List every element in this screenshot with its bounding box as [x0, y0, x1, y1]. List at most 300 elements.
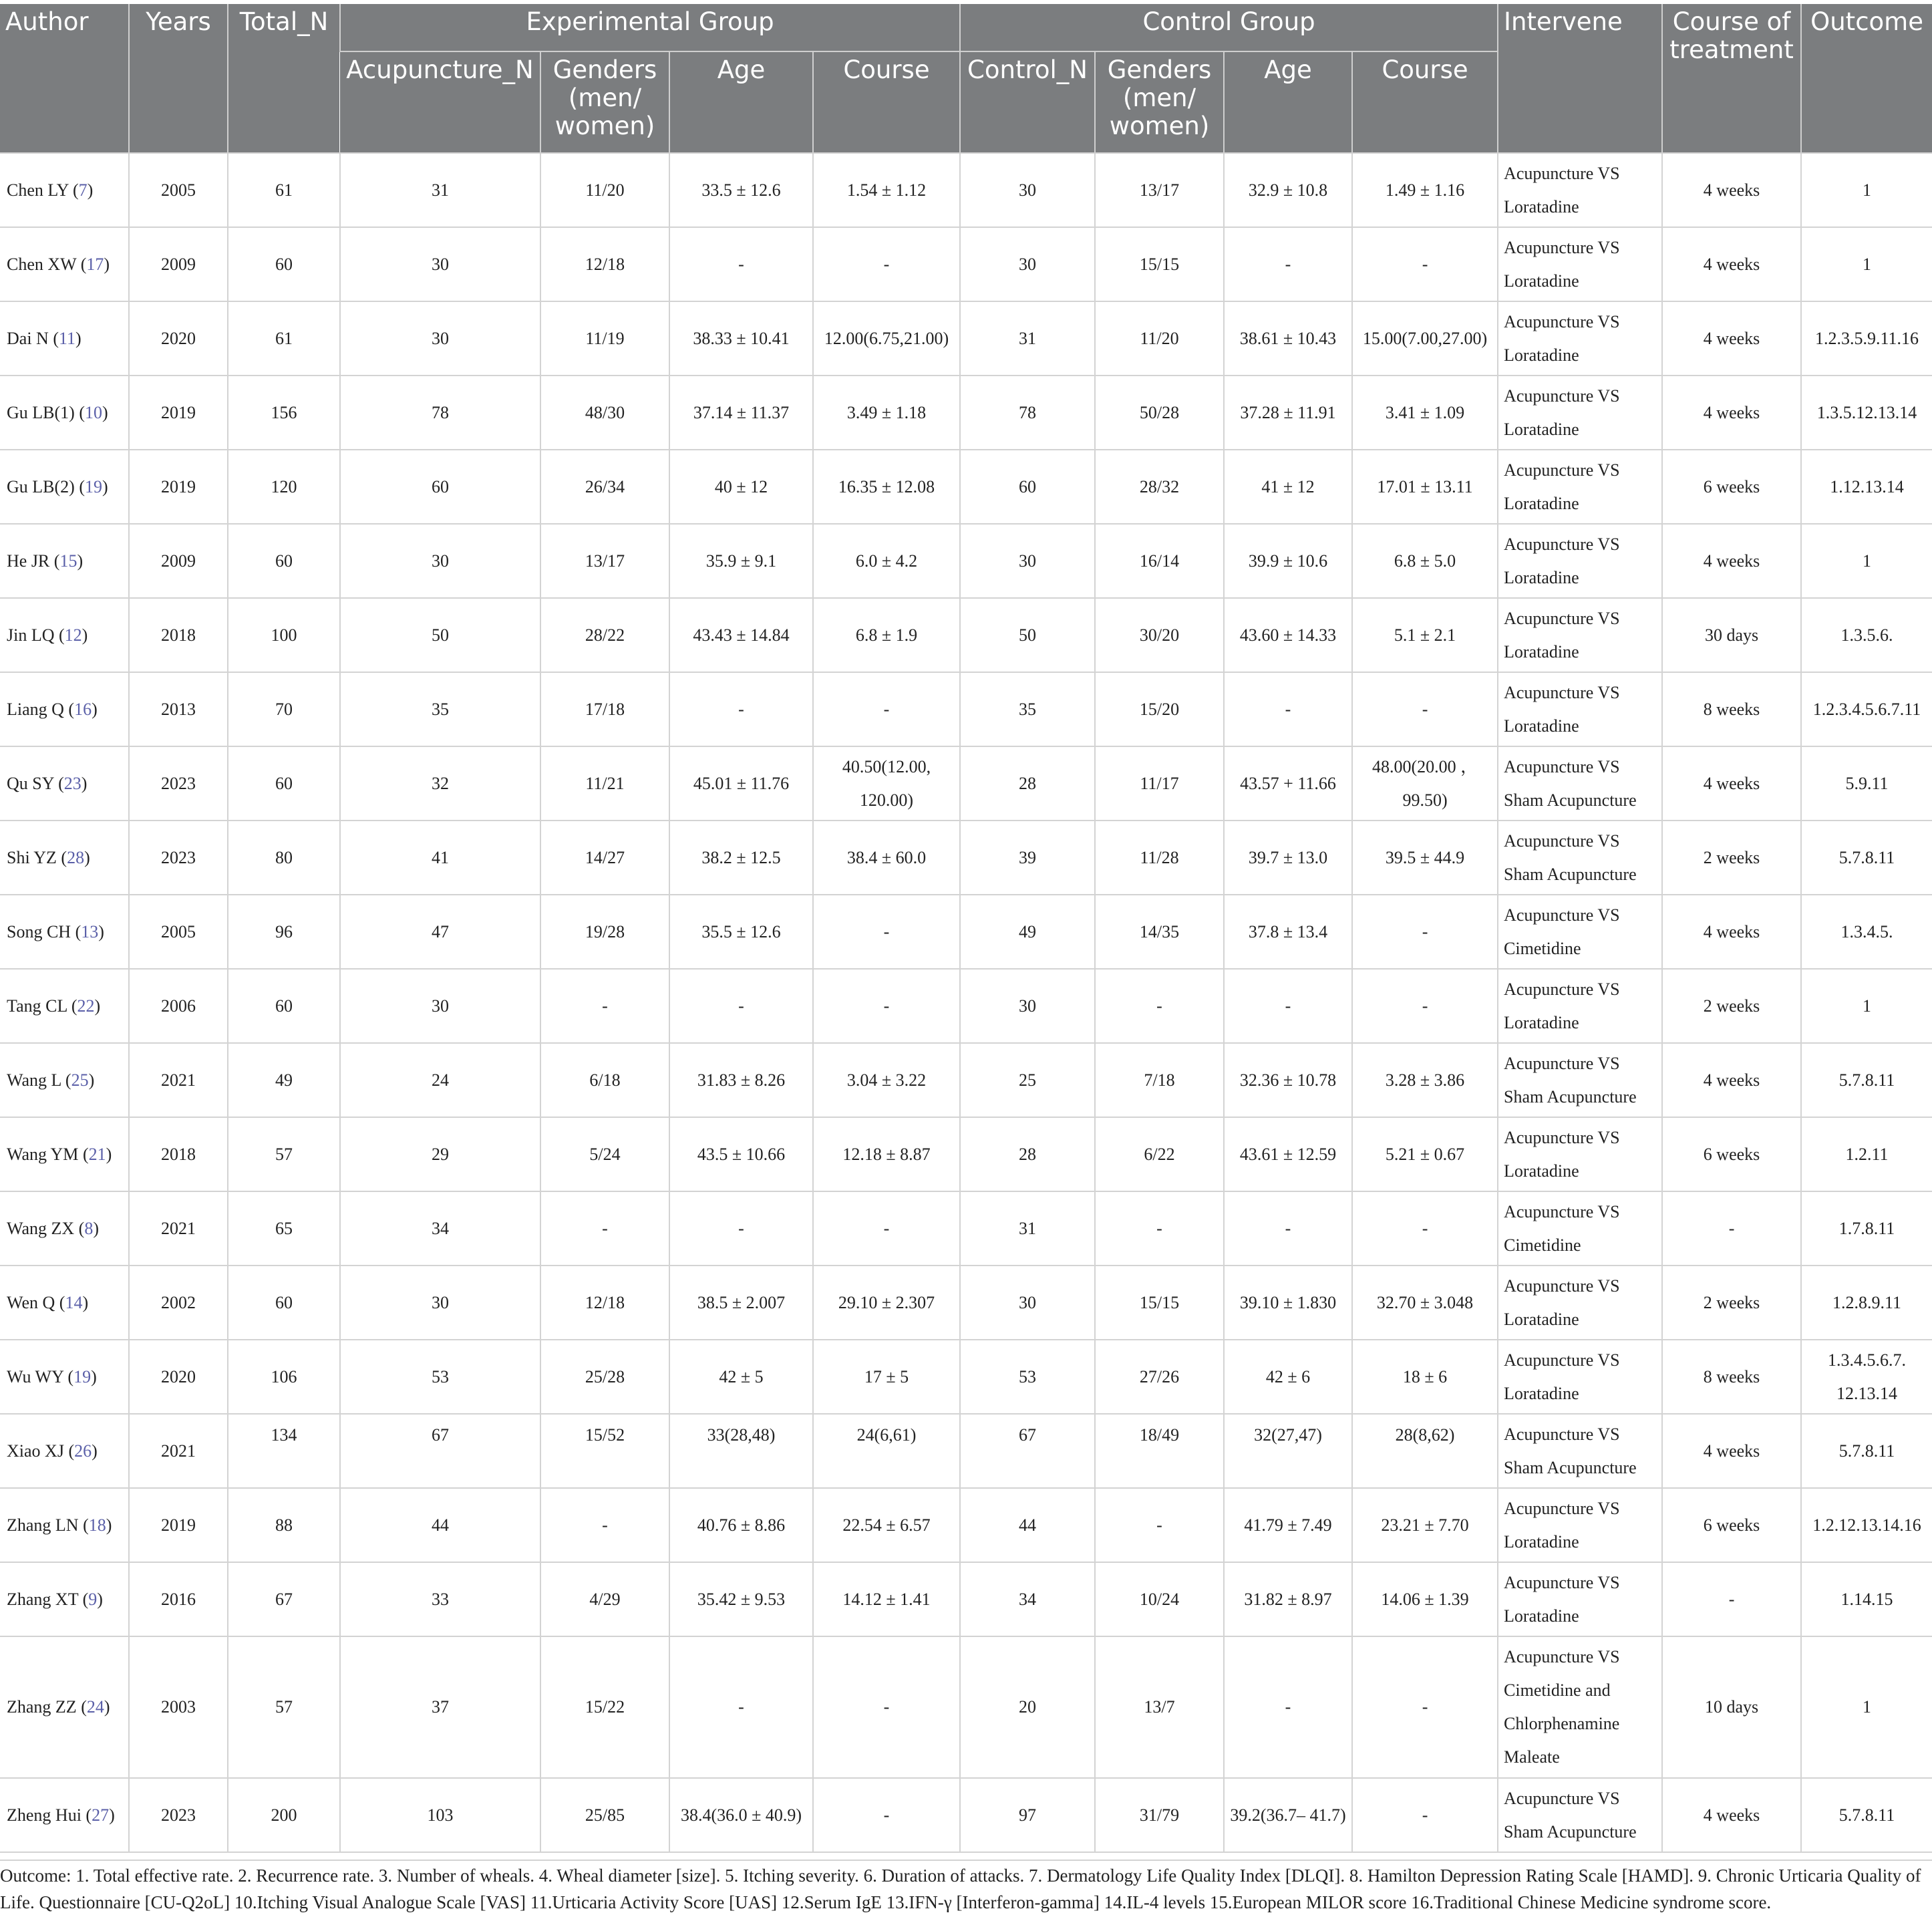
cell-exp-age: 38.33 ± 10.41 [669, 301, 813, 376]
cell-ctl-genders: 7/18 [1095, 1043, 1224, 1117]
author-name: Zhang LN [7, 1515, 79, 1535]
cell-author: Wang ZX (8) [0, 1191, 129, 1266]
cell-ctl-age: 42 ± 6 [1224, 1340, 1352, 1414]
header-control-n: Control_N [960, 51, 1095, 153]
author-name: Wang ZX [7, 1218, 75, 1238]
table-row [0, 227, 1932, 301]
reference-link[interactable]: 19 [73, 1366, 92, 1386]
header-outcome: Outcome [1801, 4, 1932, 153]
reference-link[interactable]: 11 [59, 328, 76, 348]
table-row [0, 1117, 1932, 1191]
cell-course-of-treatment: 4 weeks [1662, 153, 1801, 227]
cell-ctl-genders: 15/15 [1095, 227, 1224, 301]
cell-intervene: Acupuncture VS Cimetidine and Chlorphenamine Maleate [1498, 1636, 1662, 1778]
cell-ctl-course: - [1352, 1636, 1498, 1778]
reference-link[interactable]: 28 [67, 847, 85, 867]
author-name: Wang L [7, 1070, 61, 1090]
author-name: Wen Q [7, 1292, 55, 1312]
cell-acupuncture-n: 103 [340, 1778, 540, 1852]
reference-link[interactable]: 9 [88, 1589, 98, 1609]
cell-author: Wu WY (19) [0, 1340, 129, 1414]
cell-year: 2005 [129, 895, 228, 969]
cell-intervene: Acupuncture VS Loratadine [1498, 1340, 1662, 1414]
cell-exp-course: - [813, 1191, 960, 1266]
cell-exp-genders: 28/22 [540, 598, 669, 672]
header-author: Author [0, 4, 129, 153]
table-container [0, 4, 1932, 1853]
cell-intervene: Acupuncture VS Loratadine [1498, 1266, 1662, 1340]
cell-exp-genders: 26/34 [540, 450, 669, 524]
reference-link[interactable]: 19 [85, 476, 102, 496]
cell-intervene: Acupuncture VS Loratadine [1498, 598, 1662, 672]
cell-author: Liang Q (16) [0, 672, 129, 746]
cell-intervene: Acupuncture VS Loratadine [1498, 1117, 1662, 1191]
cell-author: Zhang XT (9) [0, 1562, 129, 1636]
cell-ctl-age: 39.9 ± 10.6 [1224, 524, 1352, 598]
cell-ctl-age: 32(27,47) [1224, 1414, 1352, 1488]
cell-course-of-treatment: 8 weeks [1662, 672, 1801, 746]
author-name: Xiao XJ [7, 1441, 64, 1461]
cell-control-n: 30 [960, 1266, 1095, 1340]
cell-ctl-age: 39.7 ± 13.0 [1224, 821, 1352, 895]
cell-ctl-course: 5.21 ± 0.67 [1352, 1117, 1498, 1191]
cell-exp-age: 40 ± 12 [669, 450, 813, 524]
table-footnote: Outcome: 1. Total effective rate. 2. Recurrence rate. 3. Number of wheals. 4. Wheal diameter [size]. 5. Itching severity. 6. Duration of attacks. 7. Dermatology Life Quality Index [DLQI]. 8. Hamilton Depression Rating Scale [HAMD]. 9. Chronic Urticaria Quality of Life. Questionnaire [CU-Q2oL] 10.Itching Visual Analogue Scale [VAS] 11.Urticaria Activity Score [UAS] 12.Serum IgE 13.IFN-γ [Interferon-gamma] 14.IL-4 levels 15.European MILOR score 16.Traditional Chinese Medicine syndrome score. [0, 1860, 1932, 1916]
table-row [0, 1266, 1932, 1340]
cell-year: 2005 [129, 153, 228, 227]
cell-exp-course: 17 ± 5 [813, 1340, 960, 1414]
cell-control-n: 30 [960, 524, 1095, 598]
cell-ctl-genders: 30/20 [1095, 598, 1224, 672]
cell-author: Jin LQ (12) [0, 598, 129, 672]
cell-acupuncture-n: 44 [340, 1488, 540, 1562]
cell-course-of-treatment: 2 weeks [1662, 821, 1801, 895]
cell-author: Wen Q (14) [0, 1266, 129, 1340]
cell-outcome: 5.7.8.11 [1801, 1043, 1932, 1117]
cell-exp-age: 38.2 ± 12.5 [669, 821, 813, 895]
cell-author: Wang L (25) [0, 1043, 129, 1117]
cell-ctl-course: - [1352, 969, 1498, 1043]
cell-total-n: 100 [228, 598, 340, 672]
cell-author: Shi YZ (28) [0, 821, 129, 895]
cell-control-n: 34 [960, 1562, 1095, 1636]
cell-control-n: 31 [960, 1191, 1095, 1266]
cell-author: Zheng Hui (27) [0, 1778, 129, 1852]
cell-ctl-course: 17.01 ± 13.11 [1352, 450, 1498, 524]
cell-outcome: 5.7.8.11 [1801, 821, 1932, 895]
author-name: Dai N [7, 328, 49, 348]
cell-ctl-age: 41.79 ± 7.49 [1224, 1488, 1352, 1562]
cell-year: 2020 [129, 301, 228, 376]
reference-link[interactable]: 14 [65, 1292, 83, 1312]
cell-ctl-genders: 11/20 [1095, 301, 1224, 376]
table-row [0, 598, 1932, 672]
cell-exp-genders: 6/18 [540, 1043, 669, 1117]
cell-ctl-genders: 10/24 [1095, 1562, 1224, 1636]
cell-total-n: 70 [228, 672, 340, 746]
cell-exp-age: 42 ± 5 [669, 1340, 813, 1414]
cell-course-of-treatment: - [1662, 1191, 1801, 1266]
cell-ctl-genders: 50/28 [1095, 376, 1224, 450]
header-ctl-genders: Genders (men/ women) [1095, 51, 1224, 153]
cell-ctl-age: 41 ± 12 [1224, 450, 1352, 524]
cell-control-n: 30 [960, 153, 1095, 227]
cell-acupuncture-n: 37 [340, 1636, 540, 1778]
author-name: Liang Q [7, 699, 64, 719]
author-name: Gu LB(2) [7, 476, 75, 496]
cell-ctl-age: - [1224, 227, 1352, 301]
cell-exp-genders: 12/18 [540, 227, 669, 301]
cell-ctl-course: 14.06 ± 1.39 [1352, 1562, 1498, 1636]
author-name: Shi YZ [7, 847, 57, 867]
cell-ctl-age: 38.61 ± 10.43 [1224, 301, 1352, 376]
cell-author: Xiao XJ (26) [0, 1414, 129, 1488]
cell-exp-age: 38.4(36.0 ± 40.9) [669, 1778, 813, 1852]
cell-intervene: Acupuncture VS Loratadine [1498, 1562, 1662, 1636]
reference-link[interactable]: 25 [71, 1070, 89, 1090]
cell-author: Tang CL (22) [0, 969, 129, 1043]
cell-exp-age: 33.5 ± 12.6 [669, 153, 813, 227]
author-name: Tang CL [7, 996, 67, 1016]
cell-control-n: 39 [960, 821, 1095, 895]
cell-ctl-course: 5.1 ± 2.1 [1352, 598, 1498, 672]
cell-exp-age: - [669, 672, 813, 746]
cell-exp-genders: 11/21 [540, 746, 669, 821]
cell-ctl-genders: 18/49 [1095, 1414, 1224, 1488]
cell-year: 2021 [129, 1191, 228, 1266]
author-name: Wu WY [7, 1366, 63, 1386]
author-name: Qu SY [7, 773, 54, 793]
cell-year: 2006 [129, 969, 228, 1043]
table-body [0, 153, 1932, 1852]
cell-outcome: 5.7.8.11 [1801, 1778, 1932, 1852]
reference-link[interactable]: 15 [59, 551, 77, 571]
cell-exp-age: - [669, 1636, 813, 1778]
cell-year: 2023 [129, 821, 228, 895]
cell-author: Wang YM (21) [0, 1117, 129, 1191]
cell-exp-genders: 12/18 [540, 1266, 669, 1340]
reference-link[interactable]: 26 [74, 1441, 92, 1461]
table-row [0, 450, 1932, 524]
cell-control-n: 97 [960, 1778, 1095, 1852]
cell-outcome: 1.2.3.4.5.6.7.11 [1801, 672, 1932, 746]
cell-total-n: 65 [228, 1191, 340, 1266]
cell-ctl-course: 6.8 ± 5.0 [1352, 524, 1498, 598]
cell-ctl-genders: 15/15 [1095, 1266, 1224, 1340]
cell-ctl-age: - [1224, 969, 1352, 1043]
cell-course-of-treatment: - [1662, 1562, 1801, 1636]
cell-acupuncture-n: 60 [340, 450, 540, 524]
cell-ctl-genders: - [1095, 1488, 1224, 1562]
cell-outcome: 1 [1801, 524, 1932, 598]
table-row [0, 1488, 1932, 1562]
cell-outcome: 1 [1801, 227, 1932, 301]
cell-exp-age: - [669, 227, 813, 301]
cell-exp-age: 35.5 ± 12.6 [669, 895, 813, 969]
reference-link[interactable]: 8 [84, 1218, 94, 1238]
cell-exp-genders: 15/52 [540, 1414, 669, 1488]
cell-exp-genders: 11/19 [540, 301, 669, 376]
table-row [0, 672, 1932, 746]
cell-outcome: 1 [1801, 969, 1932, 1043]
cell-control-n: 20 [960, 1636, 1095, 1778]
cell-exp-genders: 48/30 [540, 376, 669, 450]
cell-ctl-course: - [1352, 672, 1498, 746]
cell-course-of-treatment: 6 weeks [1662, 1117, 1801, 1191]
cell-outcome: 5.9.11 [1801, 746, 1932, 821]
cell-acupuncture-n: 30 [340, 301, 540, 376]
cell-year: 2019 [129, 450, 228, 524]
cell-course-of-treatment: 30 days [1662, 598, 1801, 672]
cell-ctl-course: 3.41 ± 1.09 [1352, 376, 1498, 450]
cell-ctl-course: 1.49 ± 1.16 [1352, 153, 1498, 227]
cell-exp-genders: 15/22 [540, 1636, 669, 1778]
cell-ctl-age: 43.60 ± 14.33 [1224, 598, 1352, 672]
cell-intervene: Acupuncture VS Loratadine [1498, 1488, 1662, 1562]
cell-exp-age: 43.5 ± 10.66 [669, 1117, 813, 1191]
cell-year: 2018 [129, 598, 228, 672]
cell-exp-age: - [669, 969, 813, 1043]
cell-ctl-course: 32.70 ± 3.048 [1352, 1266, 1498, 1340]
cell-outcome: 1.7.8.11 [1801, 1191, 1932, 1266]
author-name: Song CH [7, 921, 71, 941]
cell-acupuncture-n: 30 [340, 1266, 540, 1340]
cell-year: 2016 [129, 1562, 228, 1636]
cell-ctl-age: 39.2(36.7– 41.7) [1224, 1778, 1352, 1852]
cell-outcome: 1.2.12.13.14.16 [1801, 1488, 1932, 1562]
cell-exp-age: 35.9 ± 9.1 [669, 524, 813, 598]
cell-author: Qu SY (23) [0, 746, 129, 821]
table-row [0, 1043, 1932, 1117]
reference-link[interactable]: 21 [88, 1144, 106, 1164]
cell-exp-genders: 25/28 [540, 1340, 669, 1414]
reference-link[interactable]: 23 [63, 773, 82, 793]
cell-acupuncture-n: 30 [340, 227, 540, 301]
cell-intervene: Acupuncture VS Sham Acupuncture [1498, 1043, 1662, 1117]
cell-control-n: 50 [960, 598, 1095, 672]
cell-outcome: 1.2.3.5.9.11.16 [1801, 301, 1932, 376]
cell-ctl-course: - [1352, 1778, 1498, 1852]
cell-exp-course: 40.50(12.00, 120.00) [813, 746, 960, 821]
cell-ctl-course: - [1352, 1191, 1498, 1266]
cell-total-n: 61 [228, 301, 340, 376]
cell-ctl-genders: 31/79 [1095, 1778, 1224, 1852]
cell-control-n: 35 [960, 672, 1095, 746]
cell-intervene: Acupuncture VS Cimetidine [1498, 895, 1662, 969]
cell-ctl-age: 39.10 ± 1.830 [1224, 1266, 1352, 1340]
cell-ctl-course: 23.21 ± 7.70 [1352, 1488, 1498, 1562]
cell-acupuncture-n: 33 [340, 1562, 540, 1636]
author-name: Jin LQ [7, 625, 55, 645]
reference-link[interactable]: 7 [78, 180, 88, 200]
table-row [0, 524, 1932, 598]
cell-exp-age: 35.42 ± 9.53 [669, 1562, 813, 1636]
cell-control-n: 31 [960, 301, 1095, 376]
author-name: Chen XW [7, 254, 77, 274]
cell-control-n: 49 [960, 895, 1095, 969]
cell-exp-course: 3.04 ± 3.22 [813, 1043, 960, 1117]
cell-ctl-genders: 13/7 [1095, 1636, 1224, 1778]
cell-control-n: 78 [960, 376, 1095, 450]
cell-exp-course: 3.49 ± 1.18 [813, 376, 960, 450]
reference-link[interactable]: 12 [64, 625, 82, 645]
table-row [0, 895, 1932, 969]
cell-intervene: Acupuncture VS Loratadine [1498, 301, 1662, 376]
cell-control-n: 30 [960, 227, 1095, 301]
cell-acupuncture-n: 32 [340, 746, 540, 821]
cell-exp-genders: 13/17 [540, 524, 669, 598]
cell-intervene: Acupuncture VS Loratadine [1498, 969, 1662, 1043]
cell-ctl-genders: 11/28 [1095, 821, 1224, 895]
table-row [0, 301, 1932, 376]
cell-acupuncture-n: 67 [340, 1414, 540, 1488]
cell-acupuncture-n: 24 [340, 1043, 540, 1117]
header-total-n: Total_N [228, 4, 340, 153]
cell-exp-genders: 14/27 [540, 821, 669, 895]
reference-link[interactable]: 10 [85, 402, 102, 422]
cell-ctl-age: 37.8 ± 13.4 [1224, 895, 1352, 969]
header-years: Years [129, 4, 228, 153]
cell-exp-course: 12.00(6.75,21.00) [813, 301, 960, 376]
cell-course-of-treatment: 10 days [1662, 1636, 1801, 1778]
study-characteristics-table [0, 4, 1932, 1853]
cell-exp-course: - [813, 969, 960, 1043]
cell-intervene: Acupuncture VS Sham Acupuncture [1498, 1778, 1662, 1852]
cell-total-n: 60 [228, 1266, 340, 1340]
cell-exp-genders: 11/20 [540, 153, 669, 227]
reference-link[interactable]: 18 [88, 1515, 106, 1535]
table-row [0, 1340, 1932, 1414]
cell-author: Zhang ZZ (24) [0, 1636, 129, 1778]
cell-ctl-genders: 13/17 [1095, 153, 1224, 227]
cell-exp-course: 29.10 ± 2.307 [813, 1266, 960, 1340]
table-header [0, 4, 1932, 153]
cell-total-n: 60 [228, 524, 340, 598]
cell-author: Chen LY (7) [0, 153, 129, 227]
cell-exp-course: 14.12 ± 1.41 [813, 1562, 960, 1636]
cell-acupuncture-n: 47 [340, 895, 540, 969]
table-row [0, 1778, 1932, 1852]
cell-ctl-age: 32.36 ± 10.78 [1224, 1043, 1352, 1117]
cell-intervene: Acupuncture VS Cimetidine [1498, 1191, 1662, 1266]
cell-exp-course: 22.54 ± 6.57 [813, 1488, 960, 1562]
cell-author: Zhang LN (18) [0, 1488, 129, 1562]
cell-total-n: 134 [228, 1414, 340, 1488]
cell-outcome: 1.2.11 [1801, 1117, 1932, 1191]
reference-link[interactable]: 13 [81, 921, 99, 941]
author-name: Wang YM [7, 1144, 79, 1164]
cell-outcome: 5.7.8.11 [1801, 1414, 1932, 1488]
cell-year: 2023 [129, 746, 228, 821]
cell-ctl-course: 48.00(20.00 ，99.50) [1352, 746, 1498, 821]
cell-ctl-course: 3.28 ± 3.86 [1352, 1043, 1498, 1117]
cell-acupuncture-n: 29 [340, 1117, 540, 1191]
cell-outcome: 1 [1801, 1636, 1932, 1778]
cell-acupuncture-n: 30 [340, 524, 540, 598]
cell-ctl-age: - [1224, 672, 1352, 746]
cell-intervene: Acupuncture VS Loratadine [1498, 524, 1662, 598]
table-row [0, 969, 1932, 1043]
cell-course-of-treatment: 4 weeks [1662, 301, 1801, 376]
reference-link[interactable]: 27 [92, 1805, 110, 1825]
cell-year: 2013 [129, 672, 228, 746]
cell-total-n: 96 [228, 895, 340, 969]
cell-ctl-course: - [1352, 895, 1498, 969]
cell-year: 2019 [129, 376, 228, 450]
table-row [0, 376, 1932, 450]
cell-total-n: 88 [228, 1488, 340, 1562]
cell-control-n: 28 [960, 1117, 1095, 1191]
header-control-group: Control Group [960, 4, 1498, 51]
cell-exp-course: 24(6,61) [813, 1414, 960, 1488]
cell-acupuncture-n: 53 [340, 1340, 540, 1414]
cell-ctl-age: 31.82 ± 8.97 [1224, 1562, 1352, 1636]
cell-total-n: 61 [228, 153, 340, 227]
cell-year: 2023 [129, 1778, 228, 1852]
table-row [0, 1191, 1932, 1266]
cell-ctl-age: 43.61 ± 12.59 [1224, 1117, 1352, 1191]
cell-exp-age: 38.5 ± 2.007 [669, 1266, 813, 1340]
cell-exp-genders: 5/24 [540, 1117, 669, 1191]
cell-acupuncture-n: 31 [340, 153, 540, 227]
cell-year: 2009 [129, 227, 228, 301]
cell-exp-course: - [813, 1778, 960, 1852]
cell-course-of-treatment: 4 weeks [1662, 1778, 1801, 1852]
cell-intervene: Acupuncture VS Sham Acupuncture [1498, 746, 1662, 821]
author-name: Zheng Hui [7, 1805, 82, 1825]
cell-acupuncture-n: 34 [340, 1191, 540, 1266]
cell-exp-genders: 19/28 [540, 895, 669, 969]
cell-course-of-treatment: 8 weeks [1662, 1340, 1801, 1414]
cell-ctl-genders: 28/32 [1095, 450, 1224, 524]
cell-exp-age: 43.43 ± 14.84 [669, 598, 813, 672]
cell-exp-age: 40.76 ± 8.86 [669, 1488, 813, 1562]
cell-outcome: 1.3.4.5.6.7. 12.13.14 [1801, 1340, 1932, 1414]
cell-ctl-course: - [1352, 227, 1498, 301]
cell-exp-genders: 17/18 [540, 672, 669, 746]
cell-ctl-course: 28(8,62) [1352, 1414, 1498, 1488]
table-row [0, 1562, 1932, 1636]
cell-ctl-course: 15.00(7.00,27.00) [1352, 301, 1498, 376]
cell-exp-age: 37.14 ± 11.37 [669, 376, 813, 450]
cell-total-n: 80 [228, 821, 340, 895]
author-name: Chen LY [7, 180, 69, 200]
cell-author: He JR (15) [0, 524, 129, 598]
cell-outcome: 1 [1801, 153, 1932, 227]
reference-link[interactable]: 22 [77, 996, 95, 1016]
cell-course-of-treatment: 4 weeks [1662, 895, 1801, 969]
cell-course-of-treatment: 4 weeks [1662, 746, 1801, 821]
cell-year: 2019 [129, 1488, 228, 1562]
header-ctl-age: Age [1224, 51, 1352, 153]
reference-link[interactable]: 16 [74, 699, 92, 719]
cell-control-n: 60 [960, 450, 1095, 524]
author-name: Gu LB(1) [7, 402, 75, 422]
header-intervene: Intervene [1498, 4, 1662, 153]
reference-link[interactable]: 24 [86, 1697, 104, 1717]
cell-course-of-treatment: 4 weeks [1662, 376, 1801, 450]
cell-outcome: 1.2.8.9.11 [1801, 1266, 1932, 1340]
table-row [0, 1414, 1932, 1488]
cell-acupuncture-n: 78 [340, 376, 540, 450]
cell-total-n: 49 [228, 1043, 340, 1117]
cell-exp-genders: 25/85 [540, 1778, 669, 1852]
reference-link[interactable]: 17 [86, 254, 104, 274]
cell-control-n: 28 [960, 746, 1095, 821]
cell-exp-course: 12.18 ± 8.87 [813, 1117, 960, 1191]
cell-year: 2020 [129, 1340, 228, 1414]
cell-ctl-age: - [1224, 1636, 1352, 1778]
